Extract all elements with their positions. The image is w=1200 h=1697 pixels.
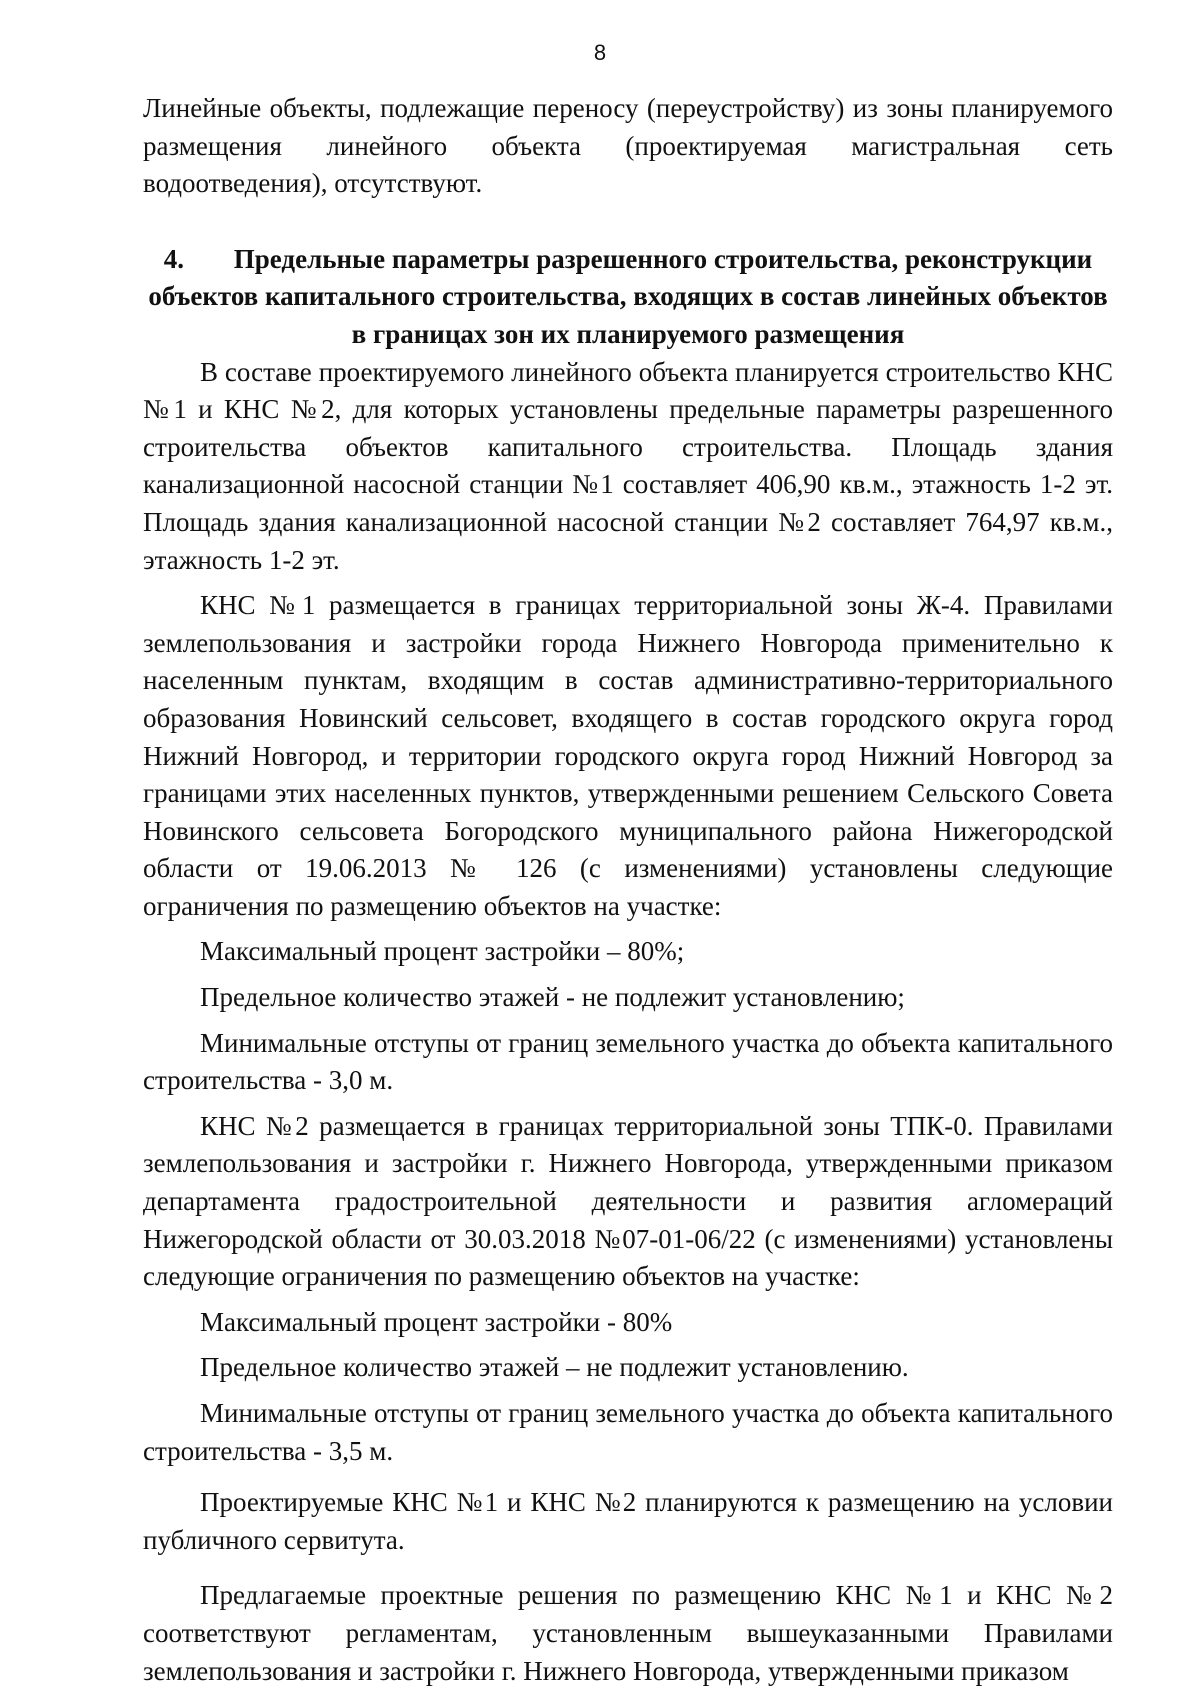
kns1-min-setbacks: Минимальные отступы от границ земельного участка до объекта капитального строительства - 3,0 м. xyxy=(143,1027,1113,1096)
paragraph-kns1-zone: КНС №1 размещается в границах территориальной зоны Ж-4. Правилами землепользования и застройки города Нижнего Новгорода применительно к населенным пунктам, входящим в состав административно-территориального образования Новинский сельсовет, входящего в состав городского округа город Нижний Новгород, и территории городского округа город Нижний Новгород за границами этих населенных пунктов, утвержденными решением Сельского Совета Новинского сельсовета Богородского муниципального района Нижегородской области от 19.06.2013 № 126 (с изменениями) установлены следующие ограничения по размещению объектов на участке: xyxy=(143,590,1113,921)
intro-paragraph: Линейные объекты, подлежащие переносу (переустройству) из зоны планируемого размещения линейного объекта (проектируемая магистральная сеть водоотведения), отсутствуют. xyxy=(143,93,1113,199)
page-number: 8 xyxy=(593,40,607,65)
document-body xyxy=(143,90,1113,1690)
kns2-min-setbacks: Минимальные отступы от границ земельного участка до объекта капитального строительства - 3,5 м. xyxy=(143,1398,1113,1466)
paragraph-kns2-zone: КНС №2 размещается в границах территориальной зоны ТПК-0. Правилами землепользования и застройки г. Нижнего Новгорода, утвержденными приказом департамента градостроительной деятельности и развития агломераций Нижегородской области от 30.03.2018 №07-01-06/22 (с изменениями) установлены следующие ограничения по размещению объектов на участке: xyxy=(143,1110,1113,1292)
kns2-max-coverage: Максимальный процент застройки - 80% xyxy=(200,1306,673,1337)
kns2-floors-limit: Предельное количество этажей – не подлежит установлению. xyxy=(200,1352,909,1383)
section-number: 4. xyxy=(163,243,185,274)
section-heading xyxy=(143,241,1113,354)
kns1-max-coverage: Максимальный процент застройки – 80%; xyxy=(200,936,685,967)
paragraph-public-easement: Проектируемые КНС №1 и КНС №2 планируются к размещению на условии публичного сервитута. xyxy=(143,1487,1113,1555)
section-title: Предельные параметры разрешенного строительства, реконструкции объектов капитального строительства, входящих в состав линейных объектов в границах зон их планируемого размещения xyxy=(148,243,1108,349)
paragraph-compliance: Предлагаемые проектные решения по размещению КНС №1 и КНС №2 соответствуют регламентам, установленным вышеуказанными Правилами землепользования и застройки г. Нижнего Новгорода, утвержденными приказом xyxy=(143,1580,1113,1686)
paragraph-kns-parameters: В составе проектируемого линейного объекта планируется строительство КНС №1 и КНС №2, для которых установлены предельные параметры разрешенного строительства объектов капитального строительства. Площадь здания канализационной насосной станции №1 составляет 406,90 кв.м., этажность 1-2 эт. Площадь здания канализационной насосной станции №2 составляет 764,97 кв.м., этажность 1-2 эт. xyxy=(143,356,1113,575)
kns1-floors-limit: Предельное количество этажей - не подлежит установлению; xyxy=(200,982,905,1013)
